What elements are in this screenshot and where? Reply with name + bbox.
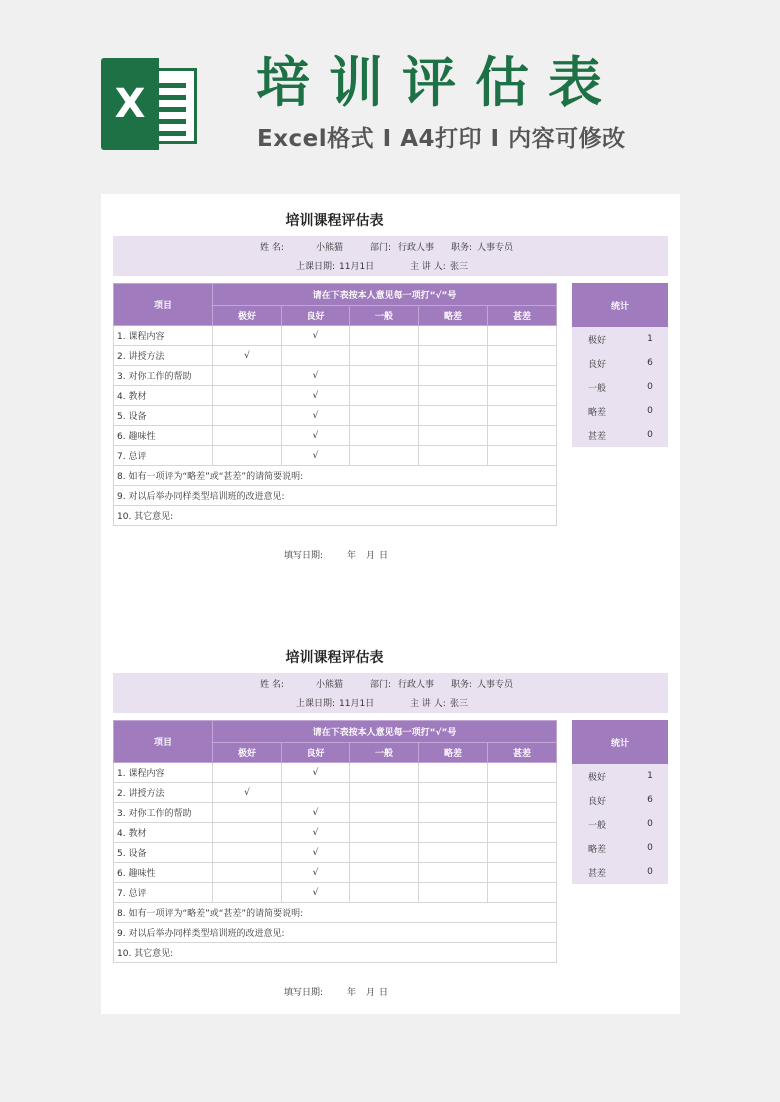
stats-value: 0 [632,375,668,399]
rating-cell[interactable]: √ [282,763,350,783]
rating-cell[interactable] [213,843,282,863]
rating-cell[interactable]: √ [282,446,350,466]
note-row[interactable]: 8. 如有一项评为“略差”或“甚差”的请简要说明: [114,903,557,923]
rating-cell[interactable] [419,843,488,863]
rating-cell[interactable] [488,366,557,386]
rating-cell[interactable]: √ [282,386,350,406]
rating-cell[interactable] [350,823,419,843]
rating-cell[interactable] [419,803,488,823]
rating-cell[interactable] [419,863,488,883]
page-subtitle: Excel格式 I A4打印 I 内容可修改 [257,126,626,152]
rating-cell[interactable]: √ [282,843,350,863]
excel-logo-letter: X [101,58,159,150]
stats-label: 良好 [572,788,632,812]
rating-cell[interactable] [419,346,488,366]
dept-label: 部门: [370,243,392,253]
rating-cell[interactable] [419,763,488,783]
rating-header: 甚差 [488,743,557,763]
rating-cell[interactable] [419,386,488,406]
table-row [114,923,557,943]
rating-cell[interactable] [213,763,282,783]
rating-cell[interactable] [350,863,419,883]
rating-cell[interactable] [350,406,419,426]
fill-date-label: 填写日期: [284,551,324,561]
item-column-header: 项目 [114,284,213,326]
rating-cell[interactable]: √ [213,346,282,366]
stats-row [572,423,668,447]
row-label: 7. 总评 [114,446,213,466]
rating-cell[interactable]: √ [282,366,350,386]
stats-value: 0 [632,812,668,836]
row-label: 5. 设备 [114,843,213,863]
table-row [114,426,557,446]
stats-panel [572,720,668,884]
table-row [114,486,557,506]
job-value[interactable]: 人事专员 [477,243,514,253]
row-label: 3. 对你工作的帮助 [114,366,213,386]
note-row[interactable]: 8. 如有一项评为“略差”或“甚差”的请简要说明: [114,466,557,486]
rating-table [113,283,557,526]
rating-cell[interactable] [488,763,557,783]
name-value[interactable]: 小熊猫 [316,243,344,253]
rating-cell[interactable] [213,446,282,466]
note-row[interactable]: 9. 对以后举办同样类型培训班的改进意见: [114,486,557,506]
name-value[interactable]: 小熊猫 [316,680,344,690]
rating-header: 一般 [350,743,419,763]
dept-label: 部门: [370,680,392,690]
rating-cell[interactable] [350,386,419,406]
rating-cell[interactable] [488,783,557,803]
note-row[interactable]: 10. 其它意见: [114,506,557,526]
stats-value: 0 [632,836,668,860]
date-value[interactable]: 11月1日 [339,699,375,709]
table-row [114,943,557,963]
dept-value[interactable]: 行政人事 [398,680,435,690]
date-value[interactable]: 11月1日 [339,262,375,272]
rating-cell[interactable]: √ [282,803,350,823]
lecturer-label: 主 讲 人: [410,699,446,709]
lecturer-label: 主 讲 人: [410,262,446,272]
note-row[interactable]: 9. 对以后举办同样类型培训班的改进意见: [114,923,557,943]
rating-cell[interactable] [350,326,419,346]
rating-header: 极好 [213,743,282,763]
rating-cell[interactable] [350,783,419,803]
table-row [114,883,557,903]
row-label: 3. 对你工作的帮助 [114,803,213,823]
info-band [113,673,668,713]
rating-cell[interactable] [488,863,557,883]
row-label: 6. 趣味性 [114,426,213,446]
rating-cell[interactable] [419,783,488,803]
rating-cell[interactable] [350,763,419,783]
rating-header: 甚差 [488,306,557,326]
job-label: 职务: [451,243,473,253]
row-label: 1. 课程内容 [114,763,213,783]
note-row[interactable]: 10. 其它意见: [114,943,557,963]
row-label: 4. 教材 [114,823,213,843]
table-row [114,326,557,346]
rating-header: 一般 [350,306,419,326]
rating-cell[interactable] [419,426,488,446]
rating-header: 良好 [282,306,350,326]
stats-row [572,764,668,788]
stats-header: 统计 [572,283,668,327]
table-row [114,803,557,823]
rating-cell[interactable] [419,883,488,903]
lecturer-value[interactable]: 张三 [450,699,469,709]
stats-row [572,836,668,860]
stats-label: 一般 [572,812,632,836]
rating-cell[interactable] [488,386,557,406]
stats-panel [572,283,668,447]
form-title: 培训课程评估表 [285,650,384,666]
spreadsheet-page [101,194,680,1014]
table-row [114,406,557,426]
stats-label: 良好 [572,351,632,375]
row-label: 2. 讲授方法 [114,783,213,803]
rating-cell[interactable] [488,446,557,466]
table-row [114,386,557,406]
rating-cell[interactable] [213,326,282,346]
rating-cell[interactable] [419,446,488,466]
stats-header: 统计 [572,720,668,764]
stats-label: 极好 [572,327,632,351]
info-band [113,236,668,276]
stats-label: 甚差 [572,423,632,447]
rating-cell[interactable] [419,823,488,843]
stats-row [572,351,668,375]
date-label: 上课日期: [296,699,336,709]
stats-label: 略差 [572,836,632,860]
table-row [114,466,557,486]
rating-cell[interactable] [350,843,419,863]
fill-date-day[interactable]: 日 [379,988,389,998]
rating-cell[interactable] [213,803,282,823]
rating-cell[interactable] [213,366,282,386]
row-label: 4. 教材 [114,386,213,406]
fill-date-year[interactable]: 年 [347,988,357,998]
stats-label: 极好 [572,764,632,788]
table-row [114,863,557,883]
rating-cell[interactable]: √ [282,426,350,446]
lecturer-value[interactable]: 张三 [450,262,469,272]
instruction-header: 请在下表按本人意见每一项打“√”号 [213,721,557,743]
rating-cell[interactable] [350,346,419,366]
table-row [114,446,557,466]
rating-header: 略差 [419,743,488,763]
name-label: 姓 名: [260,243,284,253]
stats-value: 1 [632,764,668,788]
fill-date-day[interactable]: 日 [379,551,389,561]
rating-cell[interactable] [350,883,419,903]
rating-cell[interactable] [282,783,350,803]
rating-cell[interactable] [419,326,488,346]
rating-cell[interactable]: √ [282,863,350,883]
row-label: 7. 总评 [114,883,213,903]
stats-row [572,327,668,351]
rating-cell[interactable] [488,883,557,903]
rating-table [113,720,557,963]
rating-cell[interactable] [488,843,557,863]
stats-label: 甚差 [572,860,632,884]
stats-value: 0 [632,860,668,884]
stats-value: 6 [632,351,668,375]
stats-row [572,860,668,884]
stats-value: 1 [632,327,668,351]
fill-date-year[interactable]: 年 [347,551,357,561]
table-row [114,763,557,783]
rating-header: 极好 [213,306,282,326]
rating-cell[interactable]: √ [282,823,350,843]
rating-cell[interactable]: √ [282,406,350,426]
table-row [114,506,557,526]
form-title: 培训课程评估表 [285,213,384,229]
excel-logo-icon [101,58,197,150]
table-row [114,346,557,366]
rating-cell[interactable]: √ [213,783,282,803]
row-label: 5. 设备 [114,406,213,426]
row-label: 6. 趣味性 [114,863,213,883]
rating-cell[interactable] [419,366,488,386]
stats-row [572,788,668,812]
row-label: 1. 课程内容 [114,326,213,346]
rating-cell[interactable] [350,366,419,386]
table-row [114,823,557,843]
rating-cell[interactable] [488,426,557,446]
rating-cell[interactable] [213,823,282,843]
row-label: 2. 讲授方法 [114,346,213,366]
dept-value[interactable]: 行政人事 [398,243,435,253]
rating-cell[interactable] [213,426,282,446]
rating-cell[interactable] [419,406,488,426]
fill-date-month[interactable]: 月 [366,988,376,998]
stats-label: 略差 [572,399,632,423]
rating-cell[interactable] [488,823,557,843]
rating-cell[interactable]: √ [282,883,350,903]
fill-date-month[interactable]: 月 [366,551,376,561]
page-title: 培训评估表 [256,51,621,114]
table-row [114,843,557,863]
name-label: 姓 名: [260,680,284,690]
rating-cell[interactable] [213,883,282,903]
date-label: 上课日期: [296,262,336,272]
rating-cell[interactable] [213,386,282,406]
stats-value: 6 [632,788,668,812]
instruction-header: 请在下表按本人意见每一项打“√”号 [213,284,557,306]
stats-label: 一般 [572,375,632,399]
table-row [114,366,557,386]
rating-cell[interactable] [488,803,557,823]
job-value[interactable]: 人事专员 [477,680,514,690]
table-row [114,783,557,803]
rating-header: 略差 [419,306,488,326]
fill-date-label: 填写日期: [284,988,324,998]
rating-cell[interactable] [488,406,557,426]
rating-cell[interactable] [282,346,350,366]
stats-value: 0 [632,399,668,423]
stats-value: 0 [632,423,668,447]
rating-cell[interactable] [350,426,419,446]
stats-row [572,375,668,399]
job-label: 职务: [451,680,473,690]
stats-row [572,812,668,836]
table-row [114,903,557,923]
rating-cell[interactable]: √ [282,326,350,346]
rating-cell[interactable] [488,326,557,346]
stats-row [572,399,668,423]
rating-header: 良好 [282,743,350,763]
rating-cell[interactable] [488,346,557,366]
rating-cell[interactable] [213,406,282,426]
rating-cell[interactable] [213,863,282,883]
rating-cell[interactable] [350,803,419,823]
rating-cell[interactable] [350,446,419,466]
item-column-header: 项目 [114,721,213,763]
